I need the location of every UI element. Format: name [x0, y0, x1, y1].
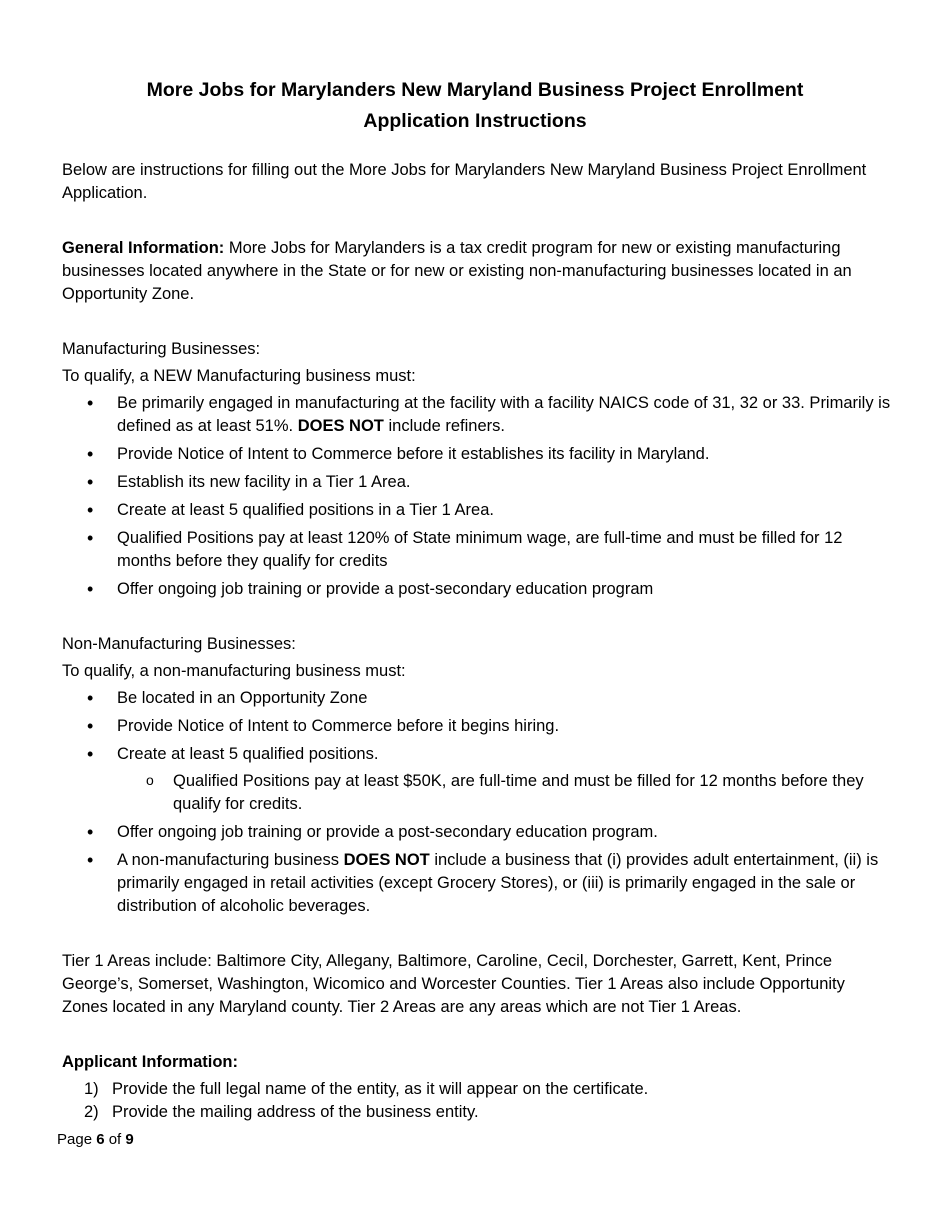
applicant-list	[62, 1078, 892, 1124]
sub-list	[117, 770, 892, 816]
document-body	[62, 159, 892, 1124]
total-pages: 9	[125, 1131, 134, 1148]
nonmanufacturing-criteria-list	[62, 687, 892, 918]
nonmanufacturing-lead: To qualify, a non-manufacturing business must:	[62, 662, 406, 680]
list-item: • Create at least 5 qualified positions. o Qualified Positions pay at least $50K, are full-time and must be filled for 12 months before they qualify for credits.	[62, 743, 892, 816]
list-item: • Offer ongoing job training or provide a post-secondary education program.	[62, 821, 892, 844]
title-line-2: Application Instructions	[363, 110, 587, 132]
list-item: • Be located in an Opportunity Zone	[62, 687, 892, 710]
list-item: • Be primarily engaged in manufacturing at the facility with a facility NAICS code of 31, 32 or 33. Primarily is defined as at least 51%. DOES NOT include refiners.	[62, 392, 892, 438]
general-info-label: General Information:	[62, 239, 225, 257]
sub-list-item: o Qualified Positions pay at least $50K, are full-time and must be filled for 12 months before they qualify for credits.	[117, 770, 892, 816]
tier-areas-paragraph: Tier 1 Areas include: Baltimore City, Allegany, Baltimore, Caroline, Cecil, Dorchester, Garrett, Kent, Prince George’s, Somerset, Washington, Wicomico and Worcester Counties. Tier 1 Areas also include Opportunity Zones located in any Maryland county. Tier 2 Areas are any areas which are not Tier 1 Areas.	[62, 952, 845, 1016]
list-item: • Qualified Positions pay at least 120% of State minimum wage, are full-time and must be filled for 12 months before they qualify for credits	[62, 527, 892, 573]
numbered-item: 2) Provide the mailing address of the business entity.	[62, 1101, 892, 1124]
list-item: • Create at least 5 qualified positions in a Tier 1 Area.	[62, 499, 892, 522]
current-page: 6	[96, 1131, 105, 1148]
item-number: 1)	[84, 1080, 99, 1098]
list-item: • A non-manufacturing business DOES NOT include a business that (i) provides adult entertainment, (ii) is primarily engaged in retail activities (except Grocery Stores), or (iii) is primarily engaged in the sale or distribution of alcoholic beverages.	[62, 849, 892, 918]
item-number: 2)	[84, 1103, 99, 1121]
title-line-1: More Jobs for Marylanders New Maryland Business Project Enrollment	[146, 79, 804, 101]
list-item: • Offer ongoing job training or provide a post-secondary education program	[62, 578, 892, 601]
nonmanufacturing-heading: Non-Manufacturing Businesses:	[62, 635, 296, 653]
general-info-text: More Jobs for Marylanders is a tax credit program for new or existing manufacturing businesses located anywhere in the State or for new or existing non-manufacturing businesses located in an Opportunity Zone.	[62, 239, 852, 303]
page-number: Page 6 of 9	[57, 1131, 134, 1148]
list-item: • Provide Notice of Intent to Commerce before it begins hiring.	[62, 715, 892, 738]
list-item: • Establish its new facility in a Tier 1 Area.	[62, 471, 892, 494]
document-title	[0, 75, 950, 137]
manufacturing-heading: Manufacturing Businesses:	[62, 340, 261, 358]
numbered-item: 1) Provide the full legal name of the entity, as it will appear on the certificate.	[62, 1078, 892, 1101]
intro-paragraph: Below are instructions for filling out the More Jobs for Marylanders New Maryland Business Project Enrollment Application.	[62, 161, 867, 202]
general-info-paragraph	[62, 237, 892, 306]
list-item: • Provide Notice of Intent to Commerce before it establishes its facility in Maryland.	[62, 443, 892, 466]
manufacturing-lead: To qualify, a NEW Manufacturing business must:	[62, 367, 416, 385]
manufacturing-criteria-list	[62, 392, 892, 601]
applicant-heading: Applicant Information:	[62, 1053, 238, 1071]
